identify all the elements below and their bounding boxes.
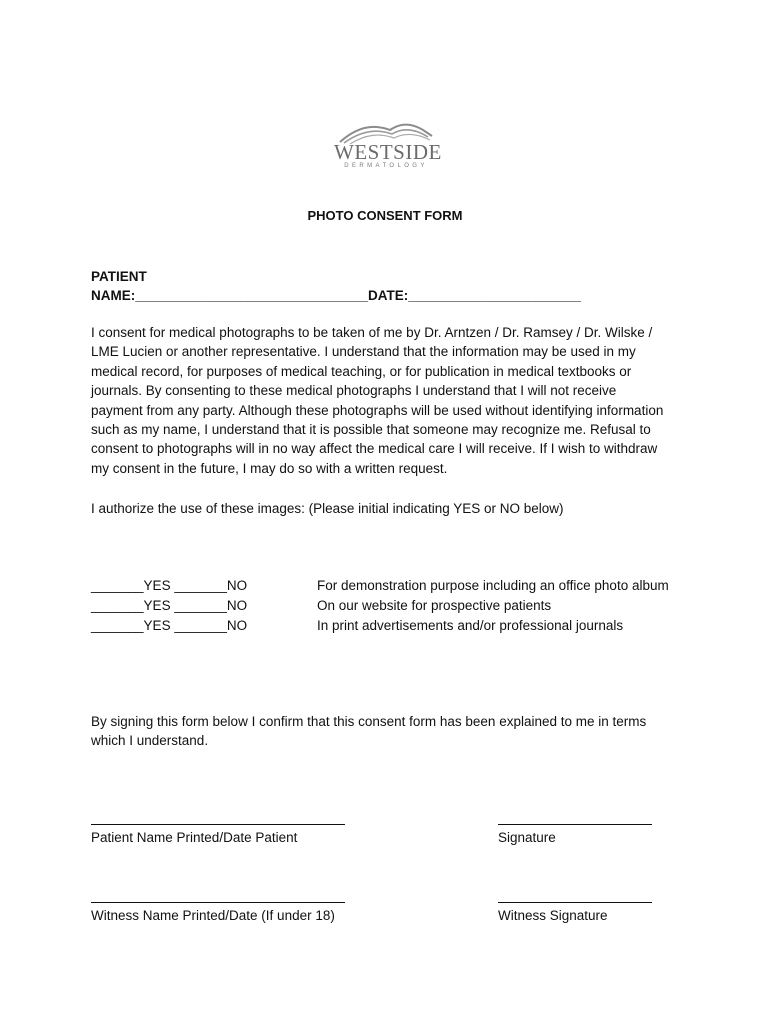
paragraph-line: By signing this form below I confirm that this consent form has been explained to me in terms	[91, 714, 647, 729]
paragraph-line: I consent for medical photographs to be taken of me by Dr. Arntzen / Dr. Ramsey / Dr. Wilske /	[91, 325, 653, 340]
patient-name-label: Patient Name Printed/Date Patient	[91, 830, 298, 845]
paragraph-line: journals. By consenting to these medical photographs I understand that I will not receive	[91, 383, 617, 399]
yes-no-initial-fields[interactable]: _______YES _______NO	[91, 598, 248, 613]
yes-no-initial-fields[interactable]: _______YES _______NO	[91, 578, 248, 593]
consent-description: For demonstration purpose including an office photo album	[317, 578, 669, 593]
name-date-fields[interactable]: NAME:_______________________________DATE:_______________________	[91, 288, 581, 303]
yes-no-initial-fields[interactable]: _______YES _______NO	[91, 618, 248, 633]
paragraph-line: such as my name, I understand that it is possible that someone may recognize me. Refusal to	[91, 422, 651, 438]
logo-subtitle: DERMATOLOGY	[344, 163, 428, 169]
witness-signature-label: Witness Signature	[498, 908, 608, 923]
patient-name-signature-line[interactable]	[91, 824, 345, 825]
westside-dermatology-logo	[334, 120, 442, 176]
witness-name-label: Witness Name Printed/Date (If under 18)	[91, 908, 335, 923]
consent-description: On our website for prospective patients	[317, 598, 552, 613]
paragraph-line: which I understand.	[91, 733, 209, 749]
authorize-text: I authorize the use of these images: (Please initial indicating YES or NO below)	[91, 501, 564, 516]
paragraph-line: LME Lucien or another representative. I understand that the information may be used in my	[91, 344, 636, 360]
confirm-paragraph	[91, 712, 646, 751]
paragraph-line: consent to photographs will in no way affect the medical care I will receive. If I wish to withdraw	[91, 441, 658, 457]
paragraph-line: medical record, for purposes of medical teaching, or for publication in medical textbooks or	[91, 363, 632, 379]
paragraph-line: my consent in the future, I may do so with a written request.	[91, 460, 448, 476]
paragraph-line: payment from any party. Although these photographs will be used without identifying information	[91, 402, 664, 418]
patient-label: PATIENT	[91, 269, 147, 284]
consent-paragraph	[91, 323, 663, 478]
patient-signature-line[interactable]	[498, 824, 652, 825]
logo-name: WESTSIDE	[334, 140, 442, 164]
patient-name-date-line	[91, 267, 581, 305]
witness-signature-line[interactable]	[498, 902, 652, 903]
witness-name-signature-line[interactable]	[91, 902, 345, 903]
patient-signature-label: Signature	[498, 830, 556, 845]
consent-description: In print advertisements and/or professional journals	[317, 618, 624, 633]
form-title: PHOTO CONSENT FORM	[307, 208, 463, 223]
